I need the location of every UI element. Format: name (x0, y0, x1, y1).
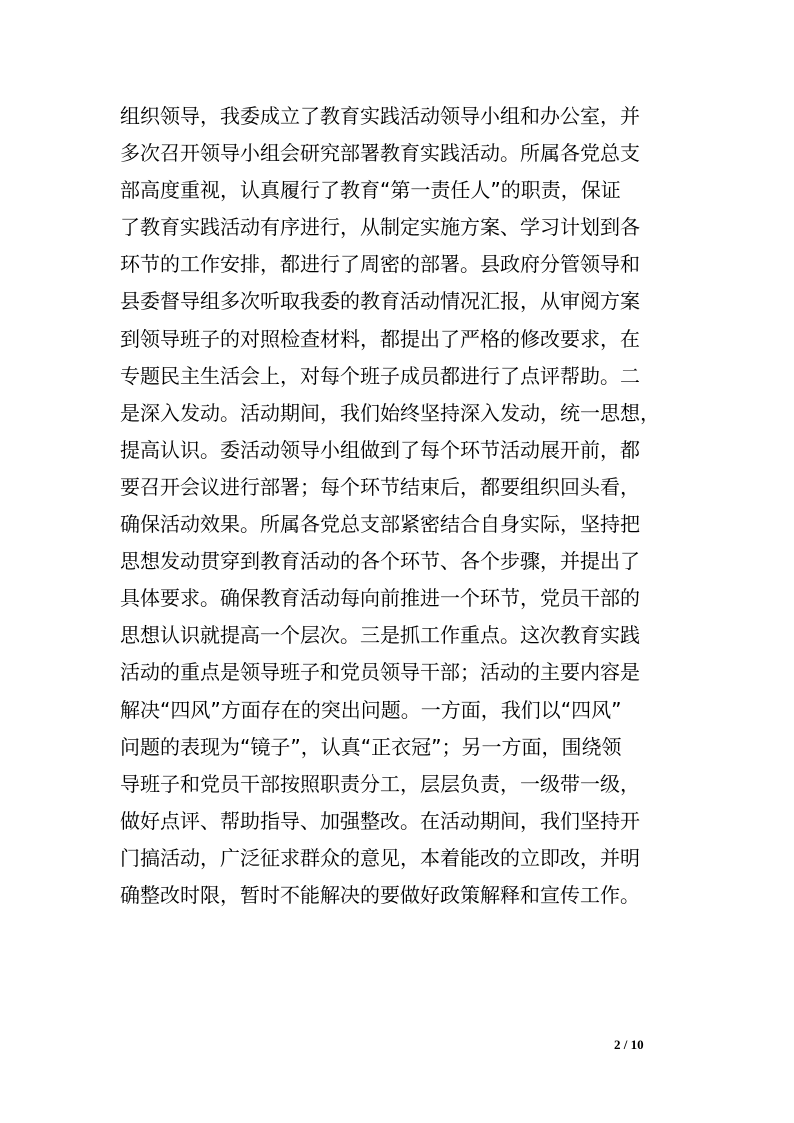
text-line: 确整改时限，暂时不能解决的要做好政策解释和宣传工作。 (120, 882, 640, 907)
text-line: 具体要求。确保教育活动每向前推进一个环节，党员干部的 (120, 586, 640, 611)
text-line: 要召开会议进行部署；每个环节结束后，都要组织回头看， (120, 474, 640, 499)
text-line: 环节的工作安排，都进行了周密的部署。县政府分管领导和 (120, 252, 640, 277)
text-line: 组织领导，我委成立了教育实践活动领导小组和办公室，并 (120, 104, 640, 128)
text-line: 确保活动效果。所属各党总支部紧密结合自身实际，坚持把 (120, 512, 640, 537)
text-line: 思想发动贯穿到教育活动的各个环节、各个步骤，并提出了 (120, 549, 640, 574)
text-line: 部高度重视，认真履行了教育“第一责任人”的职责，保证 (120, 178, 621, 203)
text-line: 了教育实践活动有序进行，从制定实施方案、学习计划到各 (120, 215, 640, 240)
text-line: 做好点评、帮助指导、加强整改。在活动期间，我们坚持开 (120, 808, 640, 833)
text-line: 多次召开领导小组会研究部署教育实践活动。所属各党总支 (120, 141, 640, 166)
text-line: 县委督导组多次听取我委的教育活动情况汇报，从审阅方案 (120, 289, 640, 314)
text-line: 导班子和党员干部按照职责分工，层层负责，一级带一级， (120, 771, 640, 796)
page-number: 2 / 10 (614, 1037, 644, 1052)
text-line: 是深入发动。活动期间，我们始终坚持深入发动，统一思想， (120, 400, 660, 425)
text-line: 提高认识。委活动领导小组做到了每个环节活动展开前，都 (120, 437, 640, 462)
text-line: 活动的重点是领导班子和党员领导干部；活动的主要内容是 (120, 660, 640, 685)
text-line: 问题的表现为“镜子”，认真“正衣冠”；另一方面，围绕领 (120, 734, 622, 759)
text-line: 门搞活动，广泛征求群众的意见，本着能改的立即改，并明 (120, 845, 640, 870)
text-line: 思想认识就提高一个层次。三是抓工作重点。这次教育实践 (120, 623, 640, 648)
text-line: 到领导班子的对照检查材料，都提出了严格的修改要求，在 (120, 326, 640, 351)
text-line: 专题民主生活会上，对每个班子成员都进行了点评帮助。二 (120, 363, 640, 388)
body-text (120, 98, 680, 914)
text-line: 解决“四风”方面存在的突出问题。一方面，我们以“四风” (120, 697, 622, 722)
